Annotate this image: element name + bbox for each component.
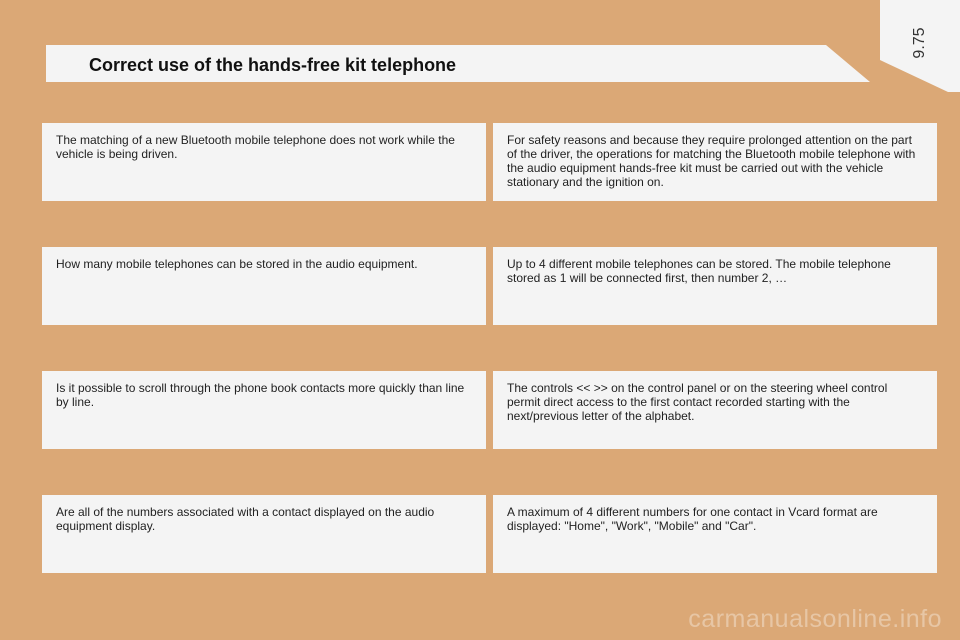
faq-answer-2: Up to 4 different mobile telephones can be stored. The mobile telephone stored as 1 will be connected first, then number 2, …: [493, 247, 937, 325]
watermark: carmanualsonline.info: [688, 605, 942, 633]
faq-question-3: Is it possible to scroll through the phone book contacts more quickly than line by line.: [42, 371, 486, 449]
faq-question-1: The matching of a new Bluetooth mobile telephone does not work while the vehicle is being driven.: [42, 123, 486, 201]
page-title: Correct use of the hands-free kit telephone: [89, 55, 457, 75]
page-number: 9.75: [911, 27, 928, 59]
faq-answer-4: A maximum of 4 different numbers for one contact in Vcard format are displayed: "Home", "Work", "Mobile" and "Car".: [493, 495, 937, 573]
faq-question-4: Are all of the numbers associated with a contact displayed on the audio equipment display.: [42, 495, 486, 573]
faq-question-2: How many mobile telephones can be stored in the audio equipment.: [42, 247, 486, 325]
faq-answer-3: The controls << >> on the control panel or on the steering wheel control permit direct access to the first contact recorded starting with the next/previous letter of the alphabet.: [493, 371, 937, 449]
faq-answer-1: For safety reasons and because they require prolonged attention on the part of the driver, the operations for matching the Bluetooth mobile telephone with the audio equipment hands-free kit must be carried out with the vehicle stationary and the ignition on.: [493, 123, 937, 201]
